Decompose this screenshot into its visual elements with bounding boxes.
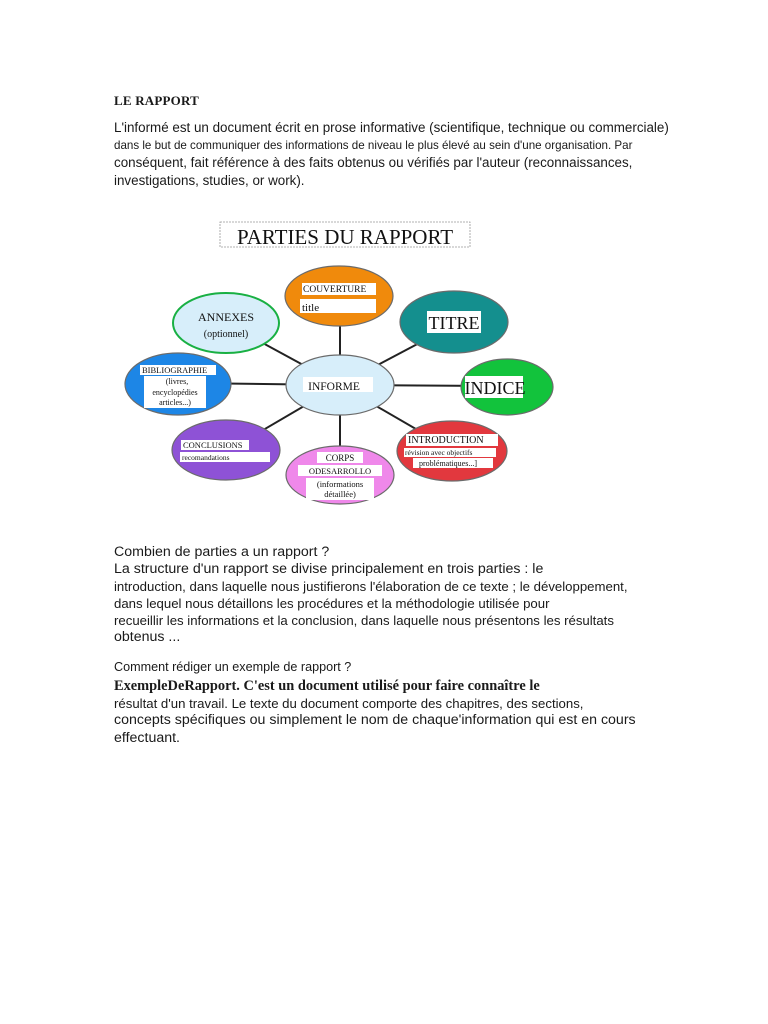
intro-line: conséquent, fait référence à des faits obtenus ou vérifiés par l'auteur (reconnaissances, <box>114 155 633 170</box>
node-couverture <box>285 266 393 326</box>
section3-line: résultat d'un travail. Le texte du document comporte des chapitres, des sections, <box>114 696 584 711</box>
section2-line: introduction, dans laquelle nous justifierons l'élaboration de ce texte ; le développement, <box>114 579 628 594</box>
diagram-svg <box>114 205 574 510</box>
intro-line: L'informé est un document écrit en prose informative (scientifique, technique ou commerciale) <box>114 120 669 135</box>
node-introduction <box>397 421 507 481</box>
section2-line: recueillir les informations et la conclusion, dans laquelle nous présentons les résultats <box>114 613 614 628</box>
node-bibliographie-sub3: articles...) <box>159 398 191 407</box>
node-introduction-sub1: révision avec objectifs <box>405 448 473 457</box>
node-informe <box>286 355 394 415</box>
node-conclusions-sub: recomandations <box>182 453 230 462</box>
section3-question: Comment rédiger un exemple de rapport ? <box>114 660 352 674</box>
node-introduction-label: INTRODUCTION <box>408 435 484 446</box>
node-introduction-sub2: problématiques...] <box>419 459 477 468</box>
node-conclusions <box>172 420 280 480</box>
node-bibliographie-sub1: (livres, <box>165 377 189 386</box>
node-bibliographie-label: BIBLIOGRAPHIE <box>142 365 208 375</box>
section2-line: dans lequel nous détaillons les procédures et la méthodologie utilisée pour <box>114 596 550 611</box>
node-couverture-shape <box>285 266 393 326</box>
node-corps-label: CORPS <box>325 453 355 463</box>
node-informe-label: INFORME <box>308 381 360 393</box>
node-indice <box>461 359 553 415</box>
node-titre <box>400 291 508 353</box>
node-bibliographie <box>125 353 231 415</box>
node-titre-label: TITRE <box>428 313 480 333</box>
node-annexes-sub: (optionnel) <box>203 329 249 340</box>
node-annexes-label: ANNEXES <box>198 310 254 324</box>
section2-line: La structure d'un rapport se divise principalement en trois parties : le <box>114 561 544 577</box>
section3-paragraph <box>114 678 694 747</box>
node-indice-label: INDICE <box>464 378 526 398</box>
node-couverture-label: COUVERTURE <box>303 285 367 295</box>
section3-line: effectuant. <box>114 729 180 746</box>
diagram-title: PARTIES DU RAPPORT <box>236 225 454 249</box>
section3-line: ExempleDeRapport. C'est un document utilisé pour faire connaître le <box>114 678 540 694</box>
node-annexes <box>173 293 279 353</box>
node-conclusions-label: CONCLUSIONS <box>183 440 243 450</box>
page-title: LE RAPPORT <box>114 93 199 108</box>
node-bibliographie-sub2: encyclopédies <box>152 388 198 397</box>
section3-line: concepts spécifiques ou simplement le nom de chaque'information qui est en cours <box>114 712 636 728</box>
intro-line: dans le but de communiquer des informations de niveau le plus élevé au sein d'une organisation. Par <box>114 138 633 152</box>
intro-line: investigations, studies, or work). <box>114 172 305 188</box>
intro-paragraph <box>114 119 674 189</box>
node-couverture-sub: title <box>302 302 320 314</box>
node-corps-sub1: ODESARROLLO <box>308 466 372 476</box>
node-corps-sub3: détaillée) <box>324 489 356 499</box>
section2-question: Combien de parties a un rapport ? <box>114 544 330 560</box>
report-parts-diagram <box>114 205 574 510</box>
node-corps <box>286 446 394 504</box>
section2-line: obtenus ... <box>114 629 181 645</box>
section2-paragraph <box>114 561 694 646</box>
node-corps-sub2: (informations <box>316 479 364 489</box>
